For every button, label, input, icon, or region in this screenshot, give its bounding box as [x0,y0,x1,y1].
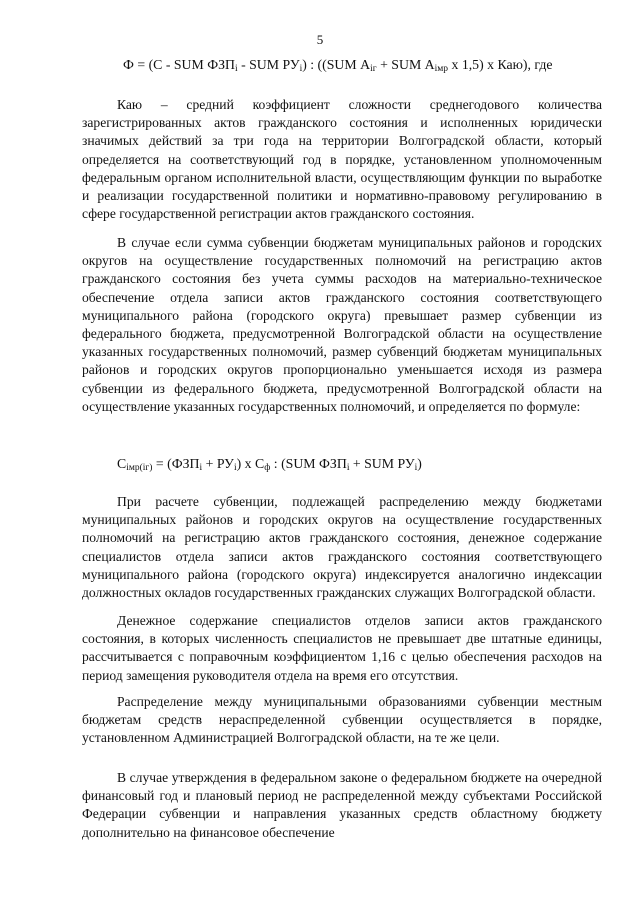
page-number: 5 [316,32,324,47]
paragraph-correction-coefficient: Денежное содержание специалистов отделов записи актов гражданского состояния, в которых численность специалистов не превышает две штатные единицы, рассчитывается с поправочным коэффициентом 1,16 с целью обеспечения расходов на период замещения руководителя отдела на время его отсутствия. [82,613,602,683]
distribution-block [82,693,602,748]
paragraph-salary-indexation: При расчете субвенции, подлежащей распределению между бюджетами муниципальных районов и городских округов на осуществление государственных полномочий на регистрацию актов гражданского состояния, денежное содержание специалистов отдела записи актов гражданского состояния соответствующего муниципального района (городского округа) индексируется аналогично индексации должностных окладов государственных гражданских служащих Волгоградской области. [82,494,602,601]
paragraph-distribution: Распределение между муниципальными образованиями субвенции местным бюджетам средств нераспределенной субвенции осуществляется в порядке, установленном Администрацией Волгоградской области, на те же цели. [82,694,602,746]
proportional-formula: $С_{iмр(iг)} = (ФЗП_i + РУ_i)$ х $С_ф$ : (SUM $ФЗП_i$ + SUM $РУ_i$) [117,456,422,473]
salary-indexation-block [82,493,602,602]
federal-law-block [82,769,602,842]
paragraph-excess-case: В случае если сумма субвенции бюджетам муниципальных районов и городских округов на осуществление государственных полномочий на регистрацию актов гражданского состояния без учета суммы расходов на материально-техническое обеспечение отдела записи актов гражданского состояния соответствующего муниципального района (городского округа) превышает размер субвенции из федерального бюджета, предусмотренной Волгоградской области на осуществление указанных государственных полномочий, размер субвенций бюджетам муниципальных районов и городских округов пропорционально уменьшается исходя из размера субвенции из федерального бюджета, предусмотренной Волгоградской области на осуществление указанных государственных полномочий, и определяется по формуле: [82,235,602,414]
excess-case-block [82,234,602,416]
paragraph-federal-law: В случае утверждения в федеральном законе о федеральном бюджете на очередной финансовый год и плановый период не распределенной между субъектами Российской Федерации субвенции и направления указанных средств областному бюджету дополнительно на финансовое обеспечение [82,770,602,840]
paragraph-kayu-definition: Каю – средний коэффициент сложности среднегодового количества зарегистрированных актов гражданского состояния и исполненных юридически значимых действий за три года на территории Волгоградской области, который определяется на соответствующий год в порядке, установленном уполномоченным федеральным органом исполнительной власти, осуществляющим функции по выработке и реализации государственной политики и нормативно-правовому регулированию в сфере государственной регистрации актов гражданского состояния. [82,97,602,222]
kayu-definition-block [82,96,602,223]
subvention-formula: Ф = (С - SUM $ФЗП_i$ - SUM $РУ_i$) : ((SUM $А_{iг}$ + SUM $А_{iмр}$ х 1,5) х Каю), где [123,57,553,74]
correction-coefficient-block [82,612,602,685]
